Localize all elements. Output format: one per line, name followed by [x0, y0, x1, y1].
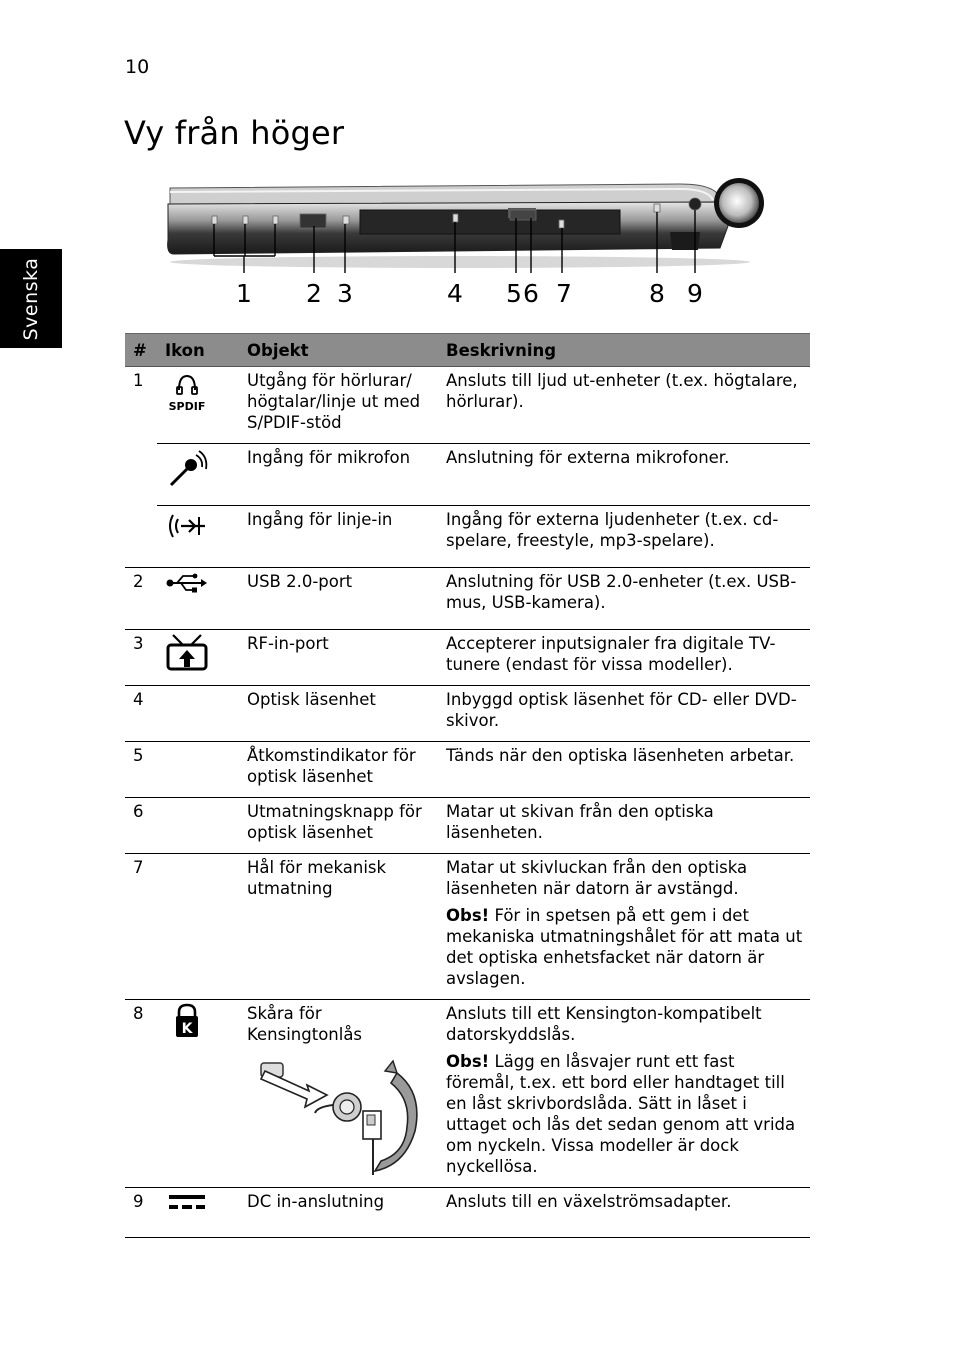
kensington-lock-icon [165, 1003, 209, 1039]
table-row [125, 568, 810, 630]
usb-icon [165, 571, 209, 595]
note-label: Obs! [446, 1052, 490, 1071]
row-object: RF-in-port [239, 630, 438, 686]
row-num [125, 444, 157, 506]
row-icon [157, 798, 239, 854]
row-description: Ansluts till en växelströmsadapter. [438, 1188, 810, 1238]
table-row [125, 854, 810, 1000]
row-num: 2 [125, 568, 157, 630]
note [446, 905, 806, 989]
row-icon [157, 444, 239, 506]
row-description: Ingång för externa ljudenheter (t.ex. cd-spelare, freestyle, mp3-spelare). [438, 506, 810, 568]
note-text: Lägg en låsvajer runt ett fast föremål, t.ex. ett bord eller handtaget till en låst skrivbordslåda. Sätt in låset i uttaget och lås det sedan genom att vrida om nyckeln. Vissa modeller är dock nyckellösa. [446, 1052, 796, 1176]
row-description: Inbyggd optisk läsenhet för CD- eller DVD-skivor. [438, 686, 810, 742]
callout-7: 7 [556, 279, 572, 308]
callout-5: 5 [506, 279, 522, 308]
row-object: Utmatningsknapp för optisk läsenhet [239, 798, 438, 854]
row-object: Hål för mekanisk utmatning [239, 854, 438, 1000]
row-object: USB 2.0-port [239, 568, 438, 630]
callout-6: 6 [523, 279, 539, 308]
table-row [125, 742, 810, 798]
table-row [125, 444, 810, 506]
row-icon [157, 1188, 239, 1238]
dc-in-icon [165, 1191, 209, 1215]
table-row [125, 1000, 810, 1188]
note-text: För in spetsen på ett gem i det mekaniska utmatningshålet för att mata ut det optiska enhetsfacket när datorn är avslagen. [446, 906, 803, 988]
kensington-lock-illustration [247, 1049, 422, 1177]
table-row [125, 798, 810, 854]
row-icon [157, 686, 239, 742]
callout-3: 3 [337, 279, 353, 308]
row-icon [157, 630, 239, 686]
table-row [125, 1188, 810, 1238]
callout-2: 2 [306, 279, 322, 308]
row-object: Optisk läsenhet [239, 686, 438, 742]
callout-4: 4 [447, 279, 463, 308]
row-object-text: Skåra för Kensingtonlås [247, 1004, 363, 1044]
header-description: Beskrivning [438, 334, 810, 367]
row-num: 8 [125, 1000, 157, 1188]
row-num: 7 [125, 854, 157, 1000]
ports-table [125, 333, 810, 1238]
row-icon [157, 854, 239, 1000]
row-num: 1 [125, 367, 157, 444]
row-description: Matar ut skivan från den optiska läsenheten. [438, 798, 810, 854]
callout-9: 9 [687, 279, 703, 308]
header-icon: Ikon [157, 334, 239, 367]
row-icon [157, 1000, 239, 1188]
language-side-tab-label: Svenska [20, 257, 42, 341]
row-num: 4 [125, 686, 157, 742]
row-description-text: Ansluts till ett Kensington-kompatibelt datorskyddslås. [446, 1004, 762, 1044]
page-title: Vy från höger [124, 114, 345, 152]
row-description: Tänds när den optiska läsenheten arbetar. [438, 742, 810, 798]
laptop-right-side-figure [160, 170, 780, 320]
callout-8: 8 [649, 279, 665, 308]
row-icon [157, 742, 239, 798]
svg-text:SPDIF: SPDIF [168, 400, 206, 413]
row-object: Åtkomstindikator för optisk läsenhet [239, 742, 438, 798]
tv-antenna-icon [165, 633, 209, 673]
row-icon [157, 367, 239, 444]
row-object: Utgång för hörlurar/ högtalar/linje ut med S/PDIF-stöd [239, 367, 438, 444]
note [446, 1051, 806, 1177]
row-description-text: Matar ut skivluckan från den optiska läsenheten när datorn är avstängd. [446, 858, 748, 898]
row-num: 6 [125, 798, 157, 854]
callout-1: 1 [236, 279, 252, 308]
table-row [125, 506, 810, 568]
table-row [125, 686, 810, 742]
row-num: 9 [125, 1188, 157, 1238]
row-num: 3 [125, 630, 157, 686]
row-description: Anslutning för externa mikrofoner. [438, 444, 810, 506]
row-description: Accepterer inputsignaler fra digitale TV-tunere (endast för vissa modeller). [438, 630, 810, 686]
row-icon [157, 568, 239, 630]
language-side-tab [0, 249, 62, 348]
microphone-icon [165, 447, 209, 491]
note-label: Obs! [446, 906, 490, 925]
page-number: 10 [125, 56, 150, 78]
table-row [125, 367, 810, 444]
row-description: Ansluts till ljud ut-enheter (t.ex. högtalare, hörlurar). [438, 367, 810, 444]
header-num: # [125, 334, 157, 367]
line-in-icon [165, 509, 209, 543]
row-object: Ingång för mikrofon [239, 444, 438, 506]
laptop-right-side-illustration [160, 170, 780, 320]
row-num: 5 [125, 742, 157, 798]
svg-text:K: K [181, 1021, 193, 1037]
row-description: Anslutning för USB 2.0-enheter (t.ex. USB-mus, USB-kamera). [438, 568, 810, 630]
row-object: DC in-anslutning [239, 1188, 438, 1238]
row-icon [157, 506, 239, 568]
table-row [125, 630, 810, 686]
row-object [239, 1000, 438, 1188]
table-header-row [125, 334, 810, 367]
row-description [438, 854, 810, 1000]
row-num [125, 506, 157, 568]
row-description [438, 1000, 810, 1188]
header-object: Objekt [239, 334, 438, 367]
headphone-spdif-icon [165, 370, 209, 414]
row-object: Ingång för linje-in [239, 506, 438, 568]
